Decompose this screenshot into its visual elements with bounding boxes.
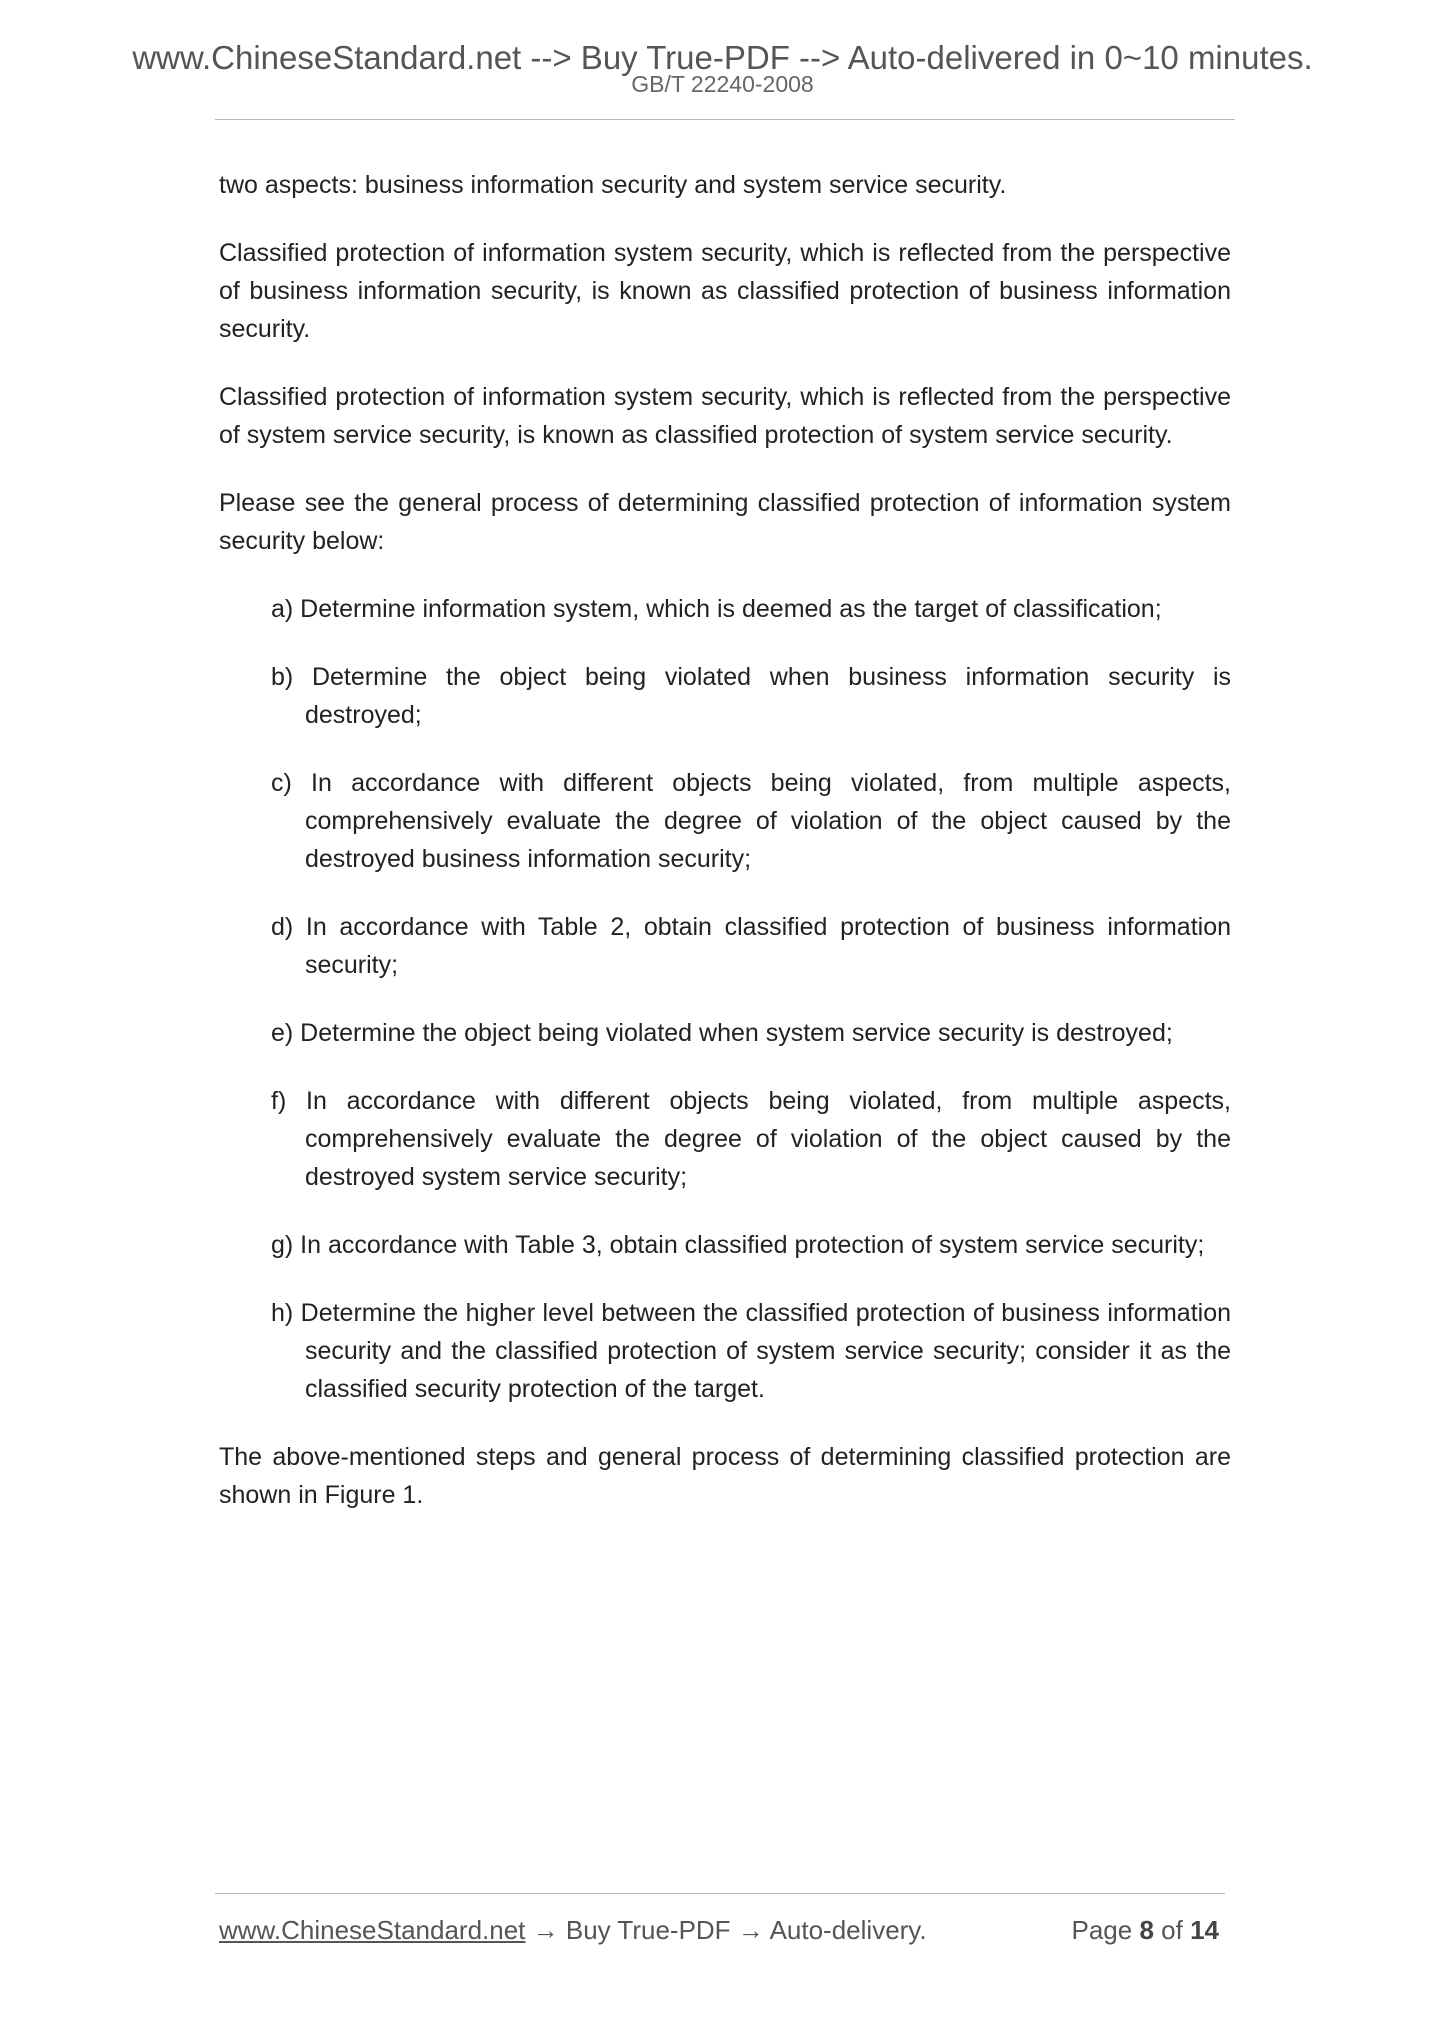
paragraph: Classified protection of information system security, which is reflected from the perspective of system service security, is known as classified protection of system service security. bbox=[219, 383, 1231, 449]
site-banner: www.ChineseStandard.net --> Buy True-PDF --> Auto-delivered in 0~10 minutes. bbox=[132, 39, 1313, 76]
page-of: of bbox=[1161, 1915, 1183, 1945]
list-item: h) Determine the higher level between the classified protection of business information security and the classified protection of system service security; consider it as the classified security protection of the target. bbox=[271, 1299, 1231, 1403]
footer-site-link[interactable]: www.ChineseStandard.net bbox=[219, 1915, 526, 1945]
standard-code: GB/T 22240-2008 bbox=[631, 71, 814, 97]
page-label: Page bbox=[1071, 1915, 1133, 1945]
paragraph: Classified protection of information system security, which is reflected from the perspective of business information security, is known as classified protection of business information security. bbox=[219, 239, 1231, 343]
list-item: f) In accordance with different objects being violated, from multiple aspects, comprehensively evaluate the degree of violation of the object caused by the destroyed system service security; bbox=[271, 1087, 1231, 1191]
list-item: d) In accordance with Table 2, obtain classified protection of business information security; bbox=[271, 913, 1231, 979]
page-number bbox=[1071, 1914, 1219, 1946]
paragraph: Please see the general process of determining classified protection of information system security below: bbox=[219, 489, 1231, 555]
paragraph: The above-mentioned steps and general process of determining classified protection are shown in Figure 1. bbox=[219, 1443, 1231, 1509]
list-item: b) Determine the object being violated when business information security is destroyed; bbox=[271, 663, 1231, 729]
document-body bbox=[219, 166, 1231, 1544]
header-divider bbox=[215, 119, 1235, 120]
footer-tagline: → Buy True-PDF → Auto-delivery. bbox=[525, 1915, 927, 1945]
list-item: c) In accordance with different objects being violated, from multiple aspects, comprehensively evaluate the degree of violation of the object caused by the destroyed business information security; bbox=[271, 769, 1231, 873]
page-current: 8 bbox=[1139, 1915, 1154, 1945]
paragraph: two aspects: business information security and system service security. bbox=[219, 171, 1007, 199]
page-footer bbox=[219, 1914, 1225, 1946]
list-item: e) Determine the object being violated when system service security is destroyed; bbox=[271, 1019, 1173, 1047]
list-item: g) In accordance with Table 3, obtain classified protection of system service security; bbox=[271, 1231, 1205, 1259]
list-item: a) Determine information system, which is deemed as the target of classification; bbox=[271, 595, 1162, 623]
page-total: 14 bbox=[1190, 1915, 1219, 1945]
footer-divider bbox=[215, 1893, 1225, 1894]
